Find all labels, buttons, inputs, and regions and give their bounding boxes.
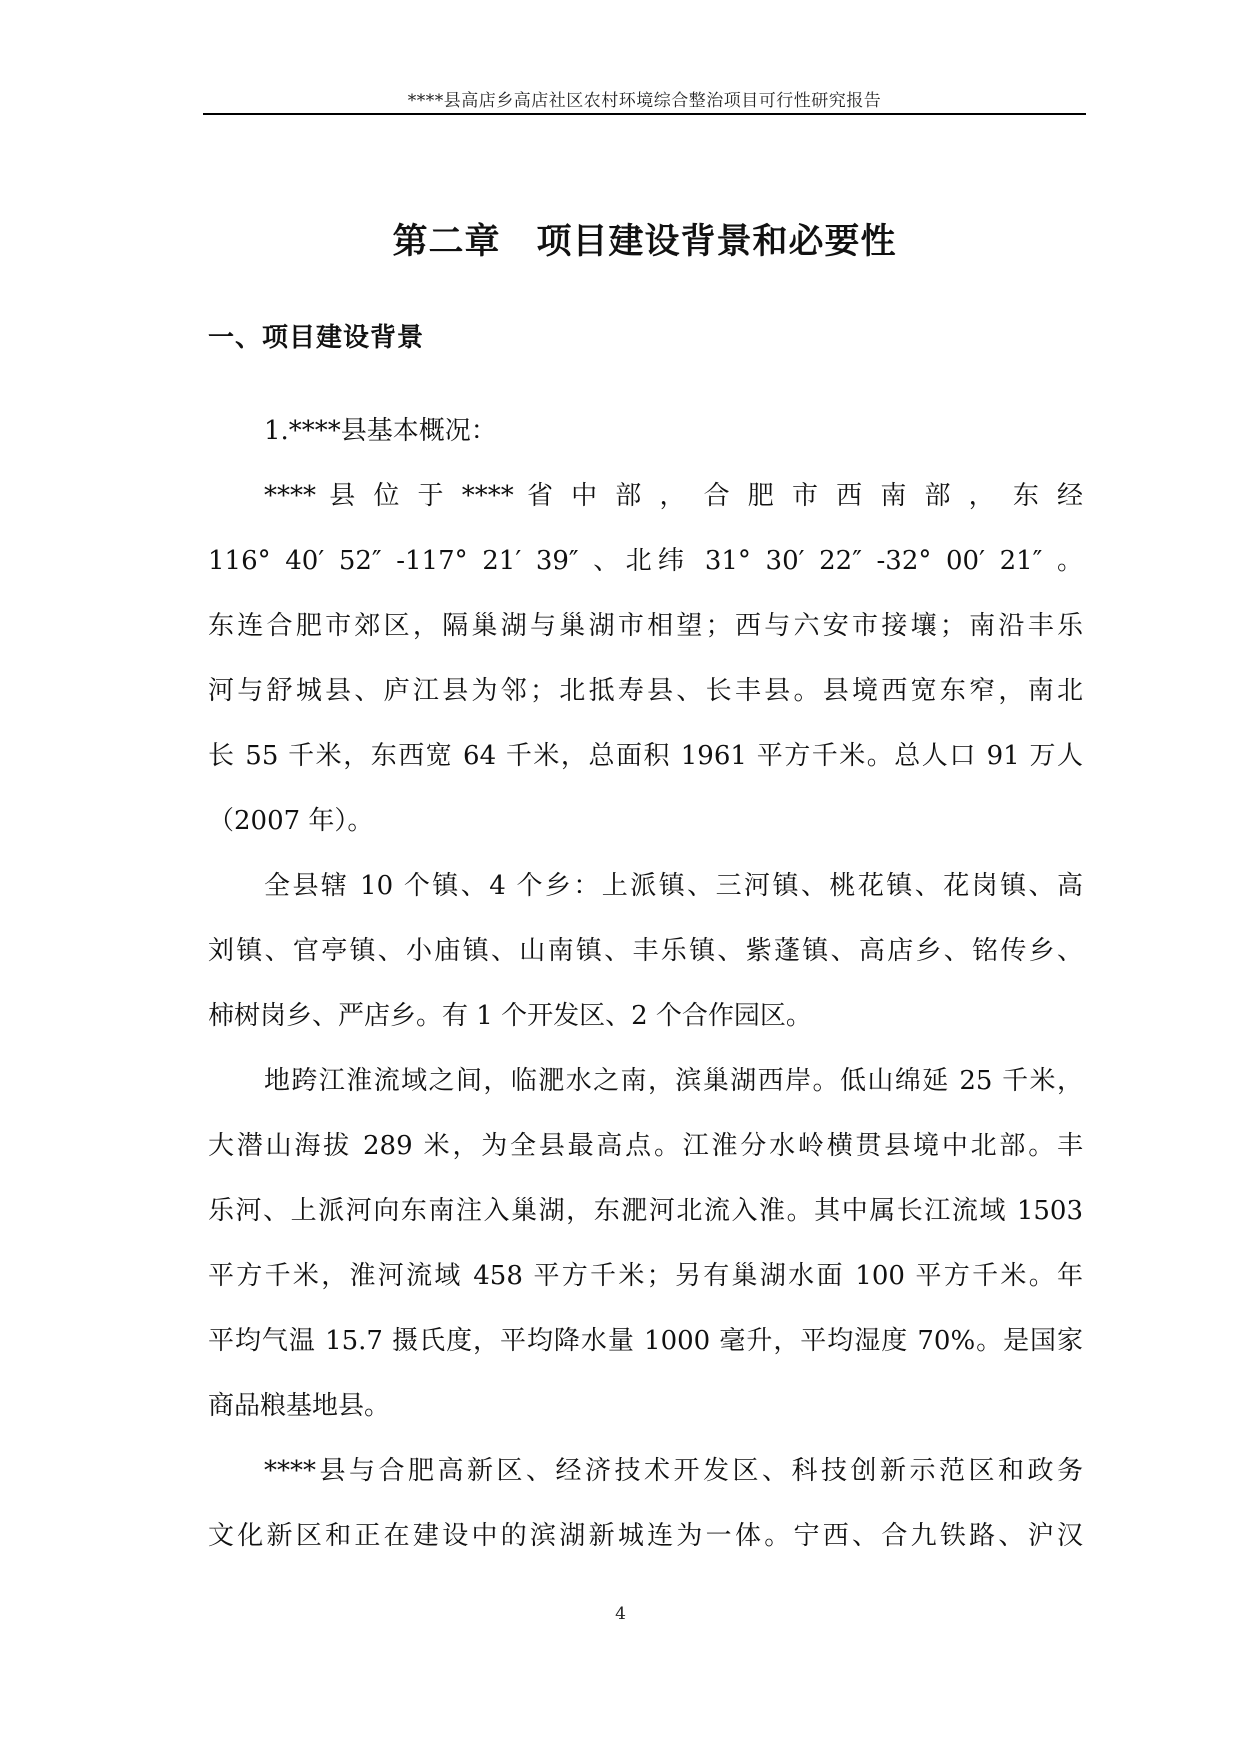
- header-rule: [203, 113, 1086, 115]
- paragraph-line: （2007 年）。: [208, 806, 374, 836]
- paragraph-line: 长 55 千米，东西宽 64 千米，总面积 1961 平方千米。总人口 91 万人: [208, 741, 1083, 771]
- running-header-title: ****县高店乡高店社区农村环境综合整治项目可行性研究报告: [407, 91, 882, 111]
- paragraph-line: 河与舒城县、庐江县为邻；北抵寿县、长丰县。县境西宽东窄，南北: [208, 676, 1083, 706]
- subsection-heading: 1.****县基本概况：: [264, 416, 497, 446]
- paragraph-line: 平均气温 15.7 摄氏度，平均降水量 1000 毫升，平均湿度 70%。是国家: [208, 1326, 1083, 1356]
- chapter-title: 第二章 项目建设背景和必要性: [392, 222, 897, 262]
- paragraph-line: **** 县 位 于 **** 省 中 部 ， 合 肥 市 西 南 部 ， 东 经: [264, 481, 1083, 511]
- paragraph-line: 柿树岗乡、严店乡。有 1 个开发区、2 个合作园区。: [208, 1001, 812, 1031]
- paragraph-line: 刘镇、官亭镇、小庙镇、山南镇、丰乐镇、紫蓬镇、高店乡、铭传乡、: [208, 936, 1083, 966]
- paragraph-line: 平方千米，淮河流域 458 平方千米；另有巢湖水面 100 平方千米。年: [208, 1261, 1083, 1291]
- paragraph-line: 地跨江淮流域之间，临淝水之南，滨巢湖西岸。低山绵延 25 千米，: [264, 1066, 1083, 1096]
- paragraph-line: 文化新区和正在建设中的滨湖新城连为一体。宁西、合九铁路、沪汉: [208, 1521, 1083, 1551]
- section-title: 一、项目建设背景: [208, 323, 425, 353]
- paragraph-line: ****县与合肥高新区、经济技术开发区、科技创新示范区和政务: [264, 1456, 1083, 1486]
- paragraph-line: 116° 40′ 52″ -117° 21′ 39″ 、北纬 31° 30′ 22″ -32° 00′ 21″ 。: [208, 546, 1083, 576]
- page-number: 4: [615, 1604, 626, 1624]
- paragraph-line: 东连合肥市郊区，隔巢湖与巢湖市相望；西与六安市接壤；南沿丰乐: [208, 611, 1083, 641]
- paragraph-line: 商品粮基地县。: [208, 1391, 391, 1421]
- paragraph-line: 全县辖 10 个镇、4 个乡：上派镇、三河镇、桃花镇、花岗镇、高: [264, 871, 1083, 901]
- body-text: [208, 399, 1083, 1569]
- paragraph-line: 乐河、上派河向东南注入巢湖，东淝河北流入淮。其中属长江流域 1503: [208, 1196, 1083, 1226]
- paragraph-line: 大潜山海拔 289 米，为全县最高点。江淮分水岭横贯县境中北部。丰: [208, 1131, 1083, 1161]
